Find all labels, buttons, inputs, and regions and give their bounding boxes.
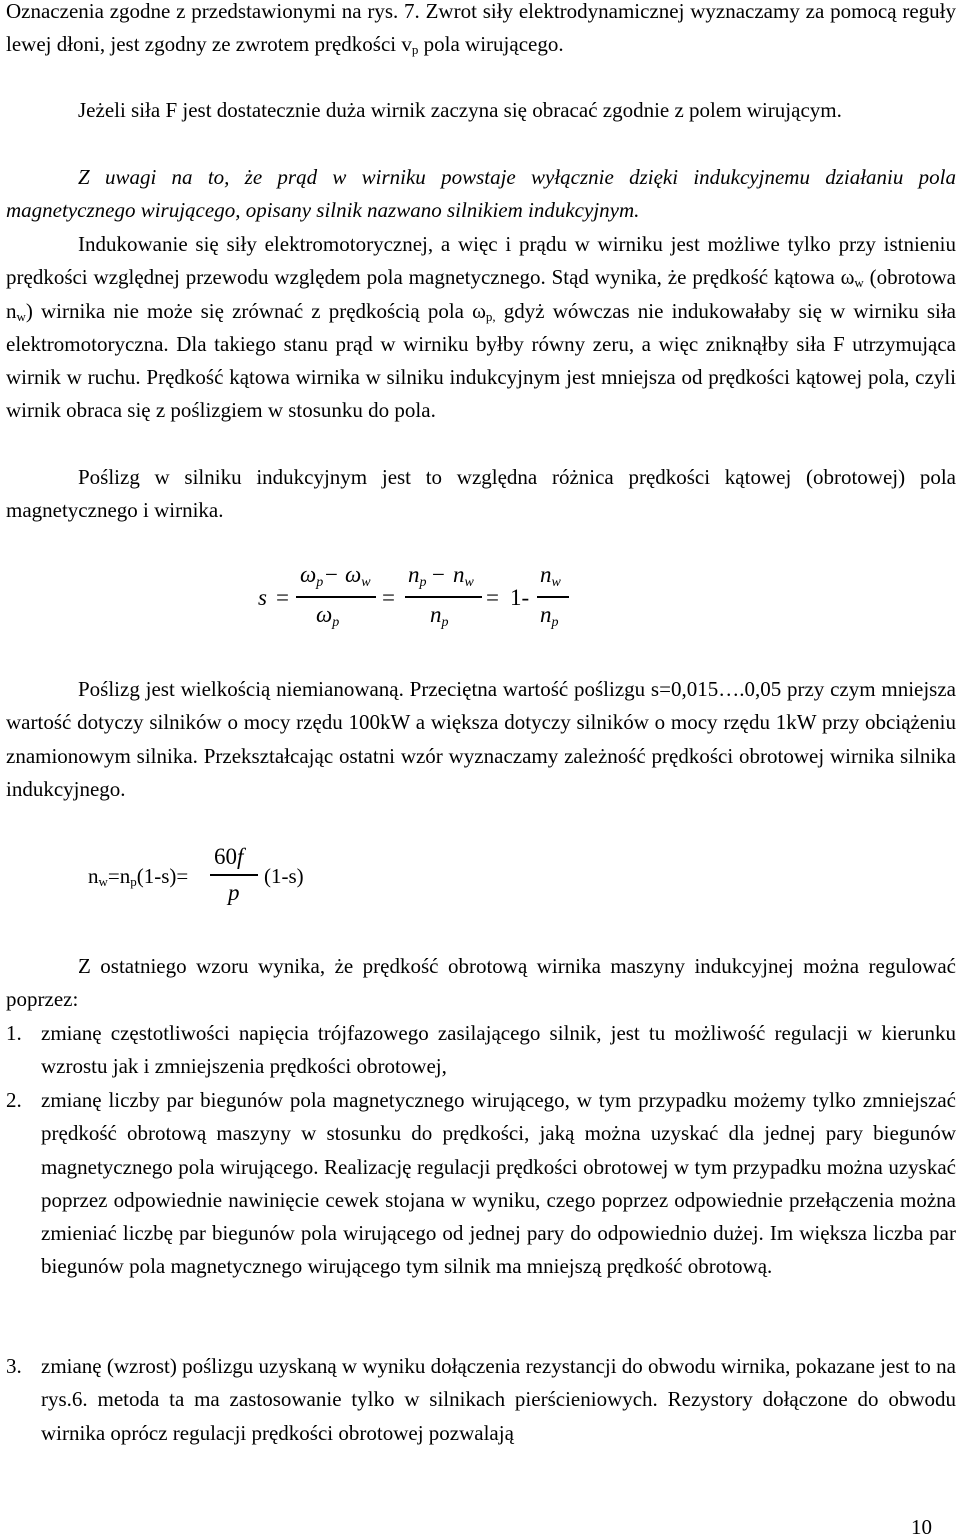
- formula-equals-1: =: [276, 585, 289, 610]
- slip-formula: [0, 560, 960, 640]
- n-symbol: n: [540, 562, 552, 587]
- fraction-bar-3: [537, 596, 569, 598]
- formula-n-w-num: [453, 562, 474, 591]
- p4-text-c: ) wirnika nie może się zrównać z prędkością pola ω: [25, 298, 486, 323]
- paragraph-1-text: Oznaczenia zgodne z przedstawionymi na rys. 7. Zwrot siły elektrodynamicznej wyznaczamy za pomocą reguły lewej dłoni, jest zgodny ze zwrotem prędkości v: [6, 0, 956, 57]
- fraction-bar-2: [405, 596, 482, 598]
- formula2-denominator: p: [228, 880, 240, 905]
- formula-one-minus: 1-: [510, 585, 530, 610]
- fraction-bar-4: [210, 874, 258, 876]
- omega-symbol: ω: [345, 562, 362, 587]
- omega-symbol: ω: [316, 602, 333, 627]
- paragraph-2: Jeżeli siła F jest dostatecznie duża wirnik zaczyna się obracać zgodnie z polem wirującym.: [78, 98, 842, 122]
- paragraph-4: [6, 228, 956, 428]
- f-letter: f: [237, 844, 244, 869]
- formula-minus-2: −: [432, 562, 445, 587]
- page-number: 10: [911, 1515, 932, 1539]
- n-symbol: n: [453, 562, 465, 587]
- formula-n-p-den: [430, 602, 449, 631]
- subscript-p-1: p,: [485, 308, 496, 324]
- sub-p: p: [130, 874, 137, 889]
- paragraph-1: [6, 0, 956, 62]
- paragraph-7: Z ostatniego wzoru wynika, że prędkość obrotową wirnika maszyny indukcyjnej można regulować poprzez:: [6, 954, 956, 1012]
- list-text-1: zmianę częstotliwości napięcia trójfazowego zasilającego silnik, jest tu możliwość regulacji w kierunku wzrostu jak i zmniejszenia prędkości obrotowej,: [41, 1021, 956, 1079]
- list-item-3: [6, 1350, 956, 1450]
- list-number-3: 3.: [6, 1354, 22, 1378]
- paragraph-6: Poślizg jest wielkością niemianowaną. Przeciętna wartość poślizgu s=0,015….0,05 przy czym mniejsza wartość dotyczy silników o mocy rzędu 100kW a większa dotyczy silników o mocy rzędu 1kW przy obciążeniu znamionowym silnika. Przekształcając ostatni wzór wyznaczamy zależność prędkości obrotowej wirnika silnika indukcyjnego.: [6, 677, 956, 801]
- sixty: 60: [214, 844, 237, 869]
- formula-n-w-num-2: [540, 562, 561, 591]
- subscript-w-1: w: [854, 275, 864, 291]
- paragraph-5: Poślizg w silniku indukcyjnym jest to względna różnica prędkości kątowej (obrotowej) pola magnetycznego i wirnika.: [6, 465, 956, 523]
- formula2-numerator: [214, 844, 243, 870]
- list-number-2: 2.: [6, 1088, 22, 1112]
- p4-text-b: (obrotowa n: [6, 265, 956, 323]
- paragraph-1-end: pola wirującego.: [418, 32, 564, 57]
- sub-w: w: [361, 575, 371, 590]
- subscript-p: p: [411, 42, 419, 58]
- sub-w: w: [551, 575, 561, 590]
- sub-p: p: [316, 575, 324, 590]
- list-item-2: [6, 1084, 956, 1284]
- sub-p: p: [419, 575, 427, 590]
- formula-equals-2: =: [382, 585, 395, 610]
- formula-minus-1: −: [325, 562, 338, 587]
- p4-text-d: gdyż wówczas nie indukowałaby się w wirniku siła elektromotoryczna. Dla takiego stanu prąd w wirniku byłby równy zeru, a więc zniknąłby siła F utrzymująca wirnik w ruchu. Prędkość kątowa wirnika w silniku indukcyjnym jest mniejsza od prędkości kątowej pola, czyli wirnik obraca się z poślizgiem w stosunku do pola.: [6, 298, 956, 423]
- formula-n-p-den-2: [540, 602, 559, 631]
- formula2-left: [88, 864, 188, 889]
- sub-p: p: [332, 615, 340, 630]
- omega-symbol: ω: [300, 562, 317, 587]
- list-item-1: [6, 1017, 956, 1084]
- p4-text-a: Indukowanie się siły elektromotorycznej, a więc i prądu w wirniku jest możliwe tylko przy istnieniu prędkości względnej przewodu względem pola magnetycznego. Stąd wynika, że prędkość kątowa ω: [6, 232, 956, 290]
- list-text-3: zmianę (wzrost) poślizgu uzyskaną w wyniku dołączenia rezystancji do obwodu wirnika, pokazane jest to na rys.6. metoda ta ma zastosowanie tylko w silnikach pierścieniowych. Rezystory dołączone do obwodu wirnika oprócz regulacji prędkości obrotowej pozwalają: [41, 1354, 956, 1445]
- formula-n-p-num: [408, 562, 427, 591]
- formula-s: s: [258, 585, 267, 610]
- subscript-w-2: w: [16, 308, 26, 324]
- formula-equals-3: =: [486, 585, 499, 610]
- fraction-bar-1: [296, 596, 376, 598]
- n-symbol: n: [430, 602, 442, 627]
- paragraph-3: Z uwagi na to, że prąd w wirniku powstaje wyłącznie dzięki indukcyjnemu działaniu pola magnetycznego wirującego, opisany silnik nazwano silnikiem indukcyjnym.: [6, 165, 956, 223]
- sub-w: w: [98, 874, 108, 889]
- sub-p: p: [441, 615, 449, 630]
- sub-p: p: [551, 615, 559, 630]
- list-number-1: 1.: [6, 1021, 22, 1045]
- n-symbol: n: [540, 602, 552, 627]
- n-symbol: n: [408, 562, 420, 587]
- formula-omega-p-den: [316, 602, 339, 631]
- formula-omega-p-num: [300, 562, 323, 591]
- n-letter: n: [88, 864, 99, 888]
- formula2-tail: (1-s): [264, 864, 304, 888]
- speed-formula: [0, 840, 960, 920]
- one-minus-s-equals: (1-s)=: [136, 864, 189, 888]
- formula-omega-w: [345, 562, 371, 591]
- list-text-2: zmianę liczby par biegunów pola magnetycznego wirującego, w tym przypadku możemy tylko zmniejszać prędkość obrotową maszyny w stosunku do prędkości, jaką można uzyskać dla jednej pary biegunów magnetycznego pola wirującego. Realizację regulacji prędkości obrotowej w tym przypadku można uzyskać poprzez odpowiednie nawinięcie cewek stojana w wyniku, czego poprzez odpowiednie przełączenia można zmieniać liczbę par biegunów pola wirującego od jednej pary do odpowiednio dużej. Im większa liczba par biegunów pola magnetycznego wirującego tym silnik ma mniejszą prędkość obrotową.: [41, 1088, 956, 1279]
- equals-n: =n: [107, 864, 131, 888]
- sub-w: w: [464, 575, 474, 590]
